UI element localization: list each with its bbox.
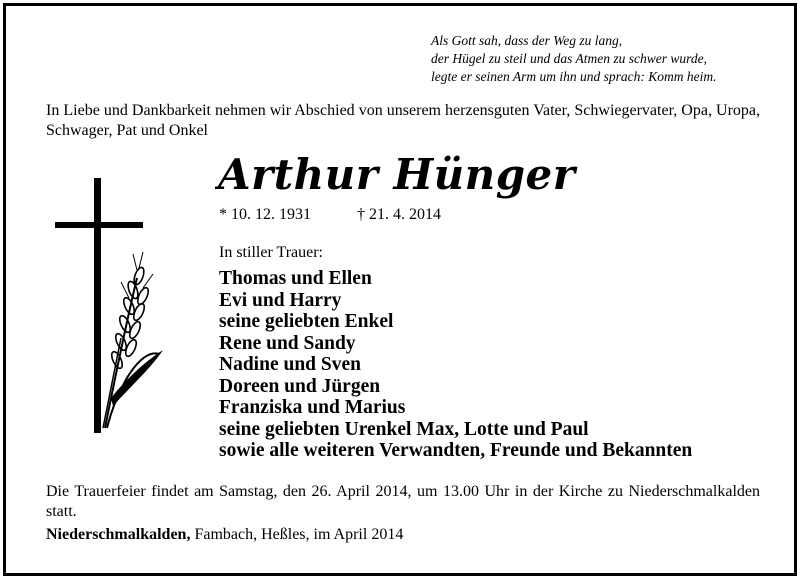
survivor-line: seine geliebten Urenkel Max, Lotte und Paul <box>219 418 589 440</box>
life-dates <box>219 206 441 224</box>
survivor-line: Evi und Harry <box>219 289 342 311</box>
survivor-line: Thomas und Ellen <box>219 268 372 289</box>
place-main: Niederschmalkalden, <box>46 526 191 543</box>
cross-with-wheat-icon <box>55 178 170 438</box>
deceased-name: Arthur Hünger <box>218 150 576 199</box>
birth-date: * 10. 12. 1931 <box>219 206 311 223</box>
poem-line: Als Gott sah, dass der Weg zu lang, <box>431 33 623 48</box>
survivor-line: seine geliebten Enkel <box>219 311 394 332</box>
funeral-service-text: Die Trauerfeier findet am Samstag, den 26. April 2014, um 13.00 Uhr in der Kirche zu Niederschmalkalden statt. <box>46 483 760 520</box>
survivor-line: sowie alle weiteren Verwandten, Freunde und Bekannten <box>219 440 693 461</box>
survivor-line: Rene und Sandy <box>219 332 356 354</box>
survivor-line: Doreen und Jürgen <box>219 375 381 397</box>
mourning-label: In stiller Trauer: <box>219 244 323 261</box>
poem-line: der Hügel zu steil und das Atmen zu schwer wurde, <box>431 51 707 66</box>
poem <box>431 32 716 86</box>
poem-line: legte er seinen Arm um ihn und sprach: Komm heim. <box>431 69 717 84</box>
death-date: † 21. 4. 2014 <box>357 206 441 223</box>
place-rest: Fambach, Heßles, im April 2014 <box>190 526 404 543</box>
survivor-line: Nadine und Sven <box>219 354 361 375</box>
survivor-line: Franziska und Marius <box>219 397 406 418</box>
survivors-list <box>219 268 692 462</box>
place-and-date <box>46 526 403 544</box>
intro-text: In Liebe und Dankbarkeit nehmen wir Abschied von unserem herzensguten Vater, Schwiegervater, Opa, Uropa, Schwager, Pat und Onkel <box>46 102 760 139</box>
